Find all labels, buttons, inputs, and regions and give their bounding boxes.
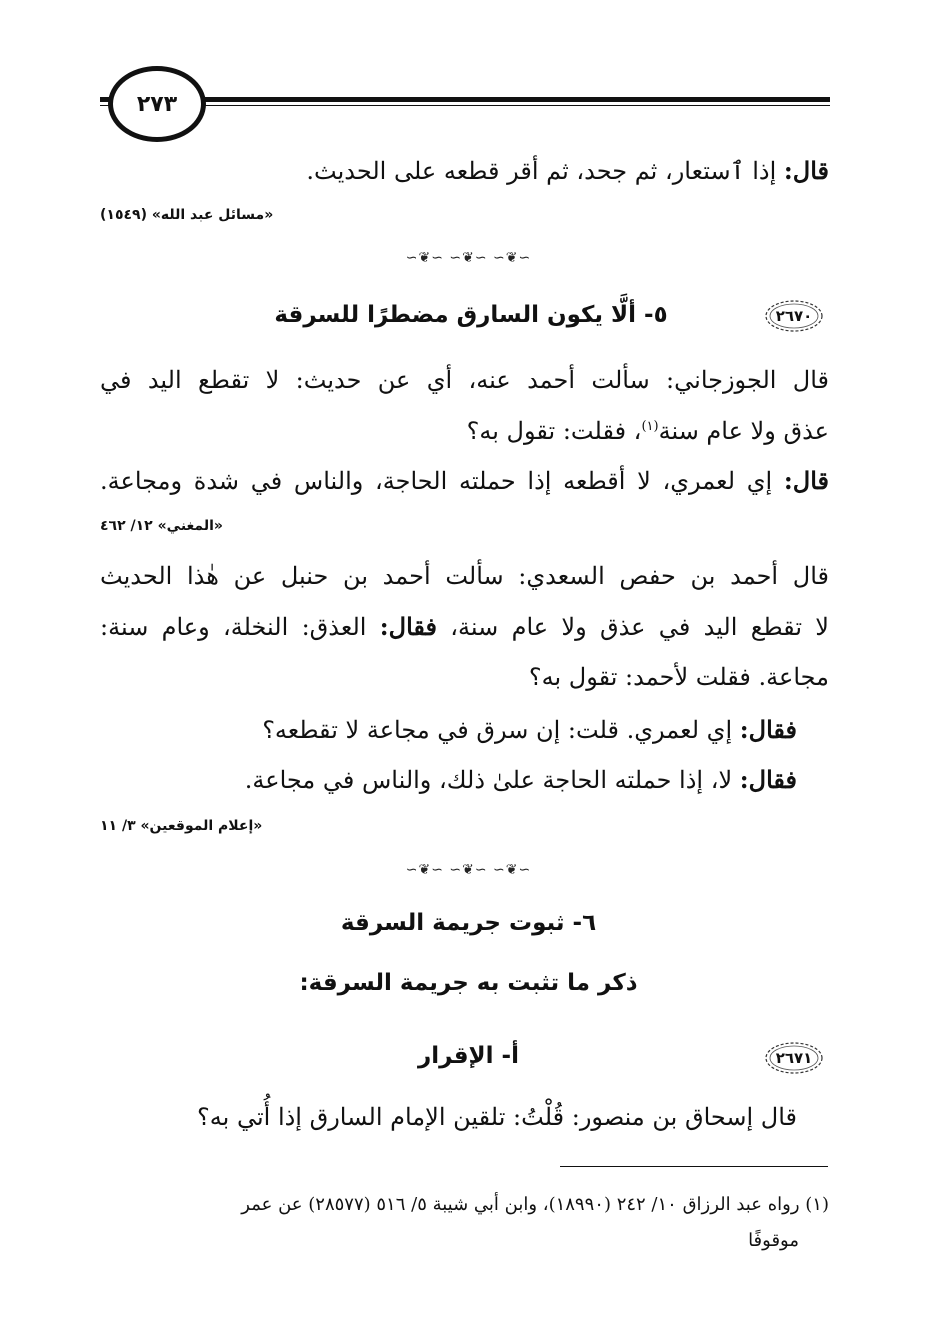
- footnote-continuation: موقوفًا: [748, 1230, 799, 1251]
- text-line: [100, 466, 829, 496]
- item-number: ٢٦٧٠: [775, 307, 813, 325]
- text-fragment: العذق: النخلة، وعام سنة:: [100, 613, 380, 641]
- text-fragment: عذق ولا عام سنة: [658, 417, 829, 445]
- footnote: [100, 1190, 829, 1220]
- page-number-badge: [108, 66, 206, 142]
- source-citation: «المغني» ١٢/ ٤٦٢: [100, 518, 223, 534]
- text-line: مجاعة. فقلت لأحمد: تقول به؟: [528, 663, 829, 691]
- section-title: ٥- ألَّا يكون السارق مضطرًا للسرقة: [274, 302, 668, 328]
- section-title: ٦- ثبوت جريمة السرقة: [340, 910, 597, 936]
- item-number-rosette: [764, 298, 824, 334]
- footnote-text: رواه عبد الرزاق ١٠/ ٢٤٢ (١٨٩٩٠)، وابن أبي شيبة ٥/ ٥١٦ (٢٨٥٧٧) عن عمر: [241, 1194, 800, 1215]
- text-line: قال الجوزجاني: سألت أحمد عنه، أي عن حديث: لا تقطع اليد في: [100, 366, 830, 394]
- item-title: أ- الإقرار: [418, 1043, 519, 1069]
- header-rule-thin: [100, 105, 830, 106]
- text-fragment: إذا ٱستعار، ثم جحد، ثم أقر قطعه على الحديث.: [306, 157, 784, 185]
- footnote-marker: (١): [805, 1194, 829, 1215]
- text-line: [100, 156, 829, 186]
- speaker-label: فقال:: [379, 612, 437, 641]
- ornament-divider: ∽❦∽ ∽❦∽ ∽❦∽: [405, 862, 532, 878]
- text-fragment: لا، إذا حملته الحاجة علىٰ ذلك، والناس في مجاعة.: [244, 766, 740, 794]
- ornament-divider: ∽❦∽ ∽❦∽ ∽❦∽: [405, 250, 532, 266]
- speaker-label: فقال:: [739, 715, 797, 744]
- footnote-rule: [560, 1166, 828, 1167]
- text-fragment: ، فقلت: تقول به؟: [466, 417, 642, 445]
- header-rule-thick: [100, 97, 830, 102]
- speaker-label: فقال:: [739, 765, 797, 794]
- footnote-marker: (١): [641, 419, 659, 434]
- text-fragment: لا تقطع اليد في عذق ولا عام سنة،: [437, 613, 829, 641]
- text-line: قال إسحاق بن منصور: قُلْتُ: تلقين الإمام السارق إذا أُتي به؟: [197, 1103, 797, 1131]
- text-line: [100, 765, 797, 795]
- item-number: ٢٦٧١: [775, 1049, 813, 1067]
- source-citation: «مسائل عبد الله» (١٥٤٩): [100, 207, 274, 223]
- speaker-label: قال:: [783, 156, 829, 185]
- text-line: قال أحمد بن حفص السعدي: سألت أحمد بن حنبل عن هٰذا الحديث: [100, 562, 829, 590]
- text-line: [100, 715, 797, 745]
- source-citation: «إعلام الموقعين» ٣/ ١١: [100, 818, 263, 834]
- section-subtitle: ذكر ما تثبت به جريمة السرقة:: [299, 970, 638, 996]
- text-line: [100, 612, 829, 642]
- page-number: ٢٧٣: [136, 91, 178, 117]
- speaker-label: قال:: [783, 466, 829, 495]
- text-fragment: إي لعمري. قلت: إن سرق في مجاعة لا تقطعه؟: [262, 716, 740, 744]
- text-line: [100, 412, 829, 446]
- text-fragment: إي لعمري، لا أقطعه إذا حملته الحاجة، والناس في شدة ومجاعة.: [100, 467, 784, 495]
